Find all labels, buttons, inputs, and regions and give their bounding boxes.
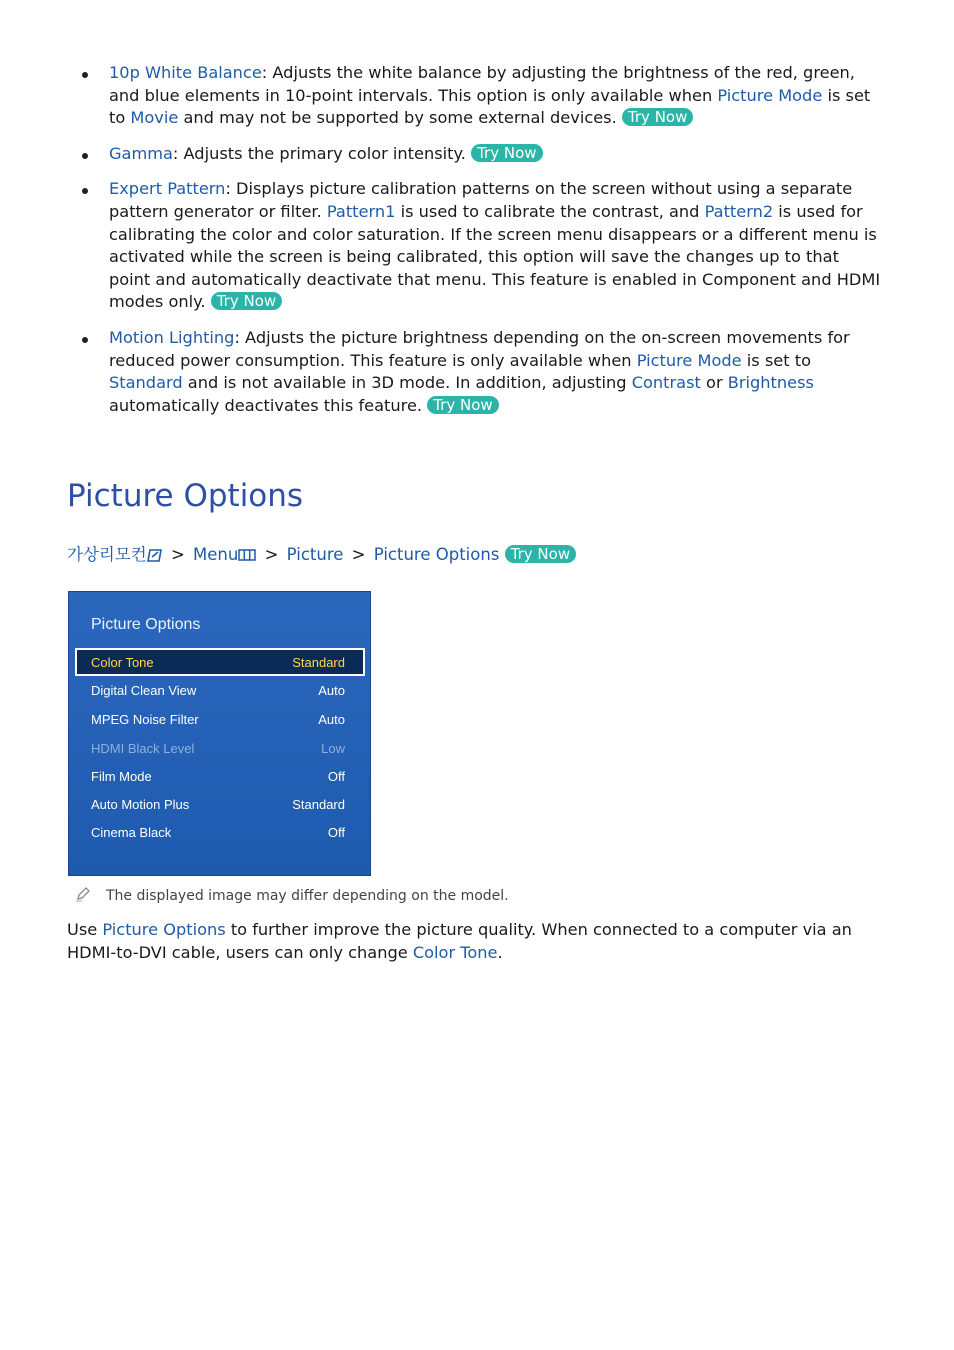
menu-icon [238, 549, 256, 561]
list-item: 10p White Balance: Adjusts the white balance by adjusting the brightness of the red, green, and blue elements in 10-point intervals. This option is only available when Picture Mode is set to Movie and may not be supported by some external devices. Try Now [82, 62, 882, 130]
panel-title: Picture Options [91, 616, 201, 633]
row-label: Digital Clean View [91, 683, 197, 698]
row-label: HDMI Black Level [91, 741, 195, 756]
term-10p-white-balance: 10p White Balance [109, 63, 262, 82]
row-value: Standard [292, 797, 345, 812]
row-label: Auto Motion Plus [91, 797, 190, 812]
section-title: Picture Options [67, 478, 304, 514]
breadcrumb-picture-options[interactable]: Picture Options [373, 545, 500, 564]
menu-row-film-mode[interactable] [75, 763, 365, 791]
note-text: The displayed image may differ depending on the model. [106, 888, 509, 904]
feature-list [82, 62, 882, 430]
menu-row-hdmi-black-level [75, 735, 365, 763]
row-label: Film Mode [91, 769, 152, 784]
menu-row-color-tone[interactable] [75, 648, 365, 676]
try-now-button[interactable]: Try Now [211, 292, 282, 310]
menu-row-digital-clean-view[interactable] [75, 677, 365, 705]
try-now-button[interactable]: Try Now [427, 396, 498, 414]
description-paragraph: Use Picture Options to further improve the picture quality. When connected to a computer via an HDMI-to-DVI cable, users can only change Color Tone. [67, 920, 852, 962]
try-now-button[interactable]: Try Now [622, 108, 693, 126]
menu-row-mpeg-noise-filter[interactable] [75, 706, 365, 734]
row-value: Off [327, 769, 345, 784]
image-note [75, 886, 509, 904]
row-value: Auto [318, 712, 345, 727]
menu-row-auto-motion-plus[interactable] [75, 791, 365, 819]
remote-icon [147, 548, 163, 562]
breadcrumb-picture[interactable]: Picture [286, 545, 344, 564]
menu-row-cinema-black[interactable] [75, 819, 365, 847]
try-now-button[interactable]: Try Now [505, 545, 576, 563]
row-value: Off [327, 825, 345, 840]
breadcrumb [67, 544, 576, 566]
row-label: Color Tone [91, 655, 154, 670]
term-expert-pattern: Expert Pattern [109, 179, 226, 199]
picture-options-panel [68, 591, 371, 876]
breadcrumb-separator: > [351, 545, 366, 564]
row-value: Standard [292, 655, 345, 670]
list-item: Motion Lighting: Adjusts the picture brightness depending on the on-screen movements for reduced power consumption. This feature is only available when Picture Mode is set to Standard and is not available in 3D mode. In addition, adjusting Contrast or Brightness automatically deactivates this feature. Try Now [82, 327, 882, 417]
row-value: Low [321, 741, 345, 756]
breadcrumb-separator: > [170, 545, 185, 564]
try-now-button[interactable]: Try Now [471, 144, 542, 162]
list-item: Gamma: Adjusts the primary color intensity. Try Now [82, 143, 882, 166]
row-label: MPEG Noise Filter [91, 712, 199, 727]
row-value: Auto [318, 683, 345, 698]
row-label: Cinema Black [91, 825, 172, 840]
term-motion-lighting: Motion Lighting [109, 327, 235, 347]
pencil-icon [75, 886, 91, 902]
breadcrumb-menu[interactable]: Menu [193, 545, 239, 564]
breadcrumb-separator: > [264, 545, 279, 564]
term-gamma: Gamma [109, 143, 173, 163]
list-item: Expert Pattern: Displays picture calibration patterns on the screen without using a separate pattern generator or filter. Pattern1 is used to calibrate the contrast, and Pattern2 is used for calibrating the color and color saturation. If the screen menu disappears or a different menu is activated while the screen is being calibrated, this option will save the changes up to that point and automatically deactivate that menu. This feature is enabled in Component and HDMI modes only. Try Now [82, 178, 882, 314]
breadcrumb-remote[interactable]: 가상리모컨 [67, 545, 147, 564]
